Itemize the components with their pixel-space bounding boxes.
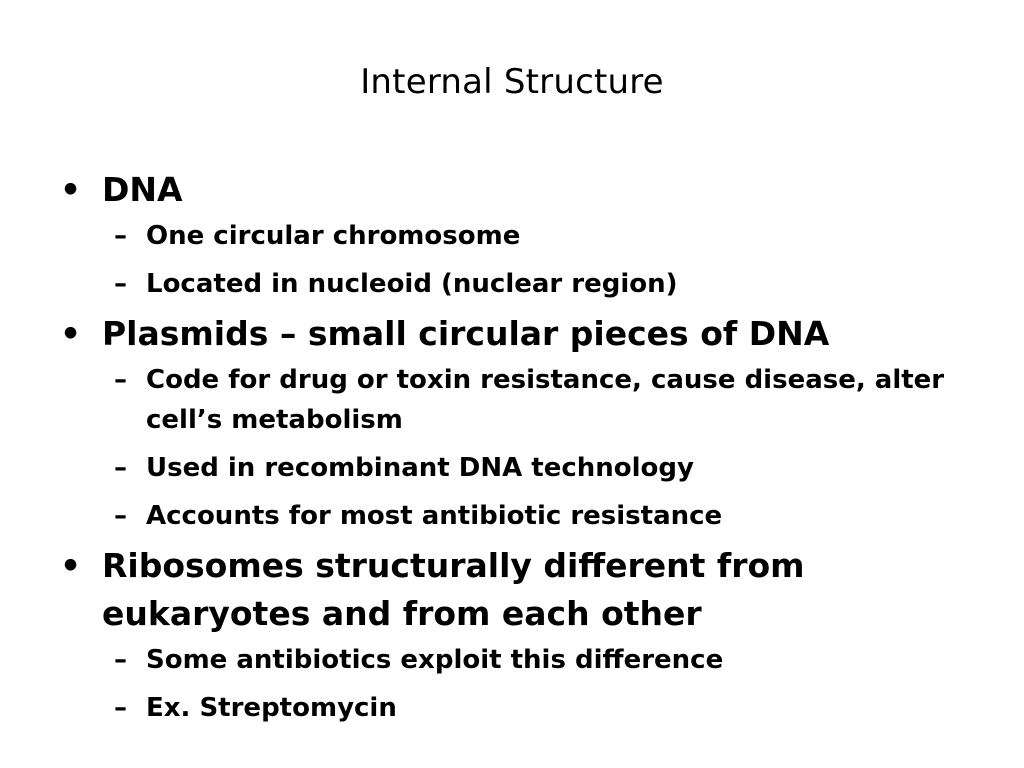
sub-list-dna bbox=[58, 216, 978, 304]
bullet-list bbox=[58, 160, 978, 730]
bullet-ribosomes: • Ribosomes structurally different from eukaryotes and from each other bbox=[58, 542, 978, 638]
bullet-plasmids: • Plasmids – small circular pieces of DNA bbox=[58, 310, 978, 358]
sub-bullet: – Code for drug or toxin resistance, cause disease, alter cell’s metabolism bbox=[58, 360, 978, 440]
sub-bullet: – Ex. Streptomycin bbox=[58, 688, 978, 728]
sub-bullet: – Located in nucleoid (nuclear region) bbox=[58, 264, 978, 304]
sub-bullet: – Used in recombinant DNA technology bbox=[58, 448, 978, 488]
sub-bullet: – One circular chromosome bbox=[58, 216, 978, 256]
sub-bullet: – Accounts for most antibiotic resistance bbox=[58, 496, 978, 536]
sub-bullet: – Some antibiotics exploit this difference bbox=[58, 640, 978, 680]
slide-title: Internal Structure bbox=[360, 62, 664, 102]
bullet-dna: • DNA bbox=[58, 166, 978, 214]
sub-list-plasmids bbox=[58, 360, 978, 536]
sub-list-ribosomes bbox=[58, 640, 978, 728]
